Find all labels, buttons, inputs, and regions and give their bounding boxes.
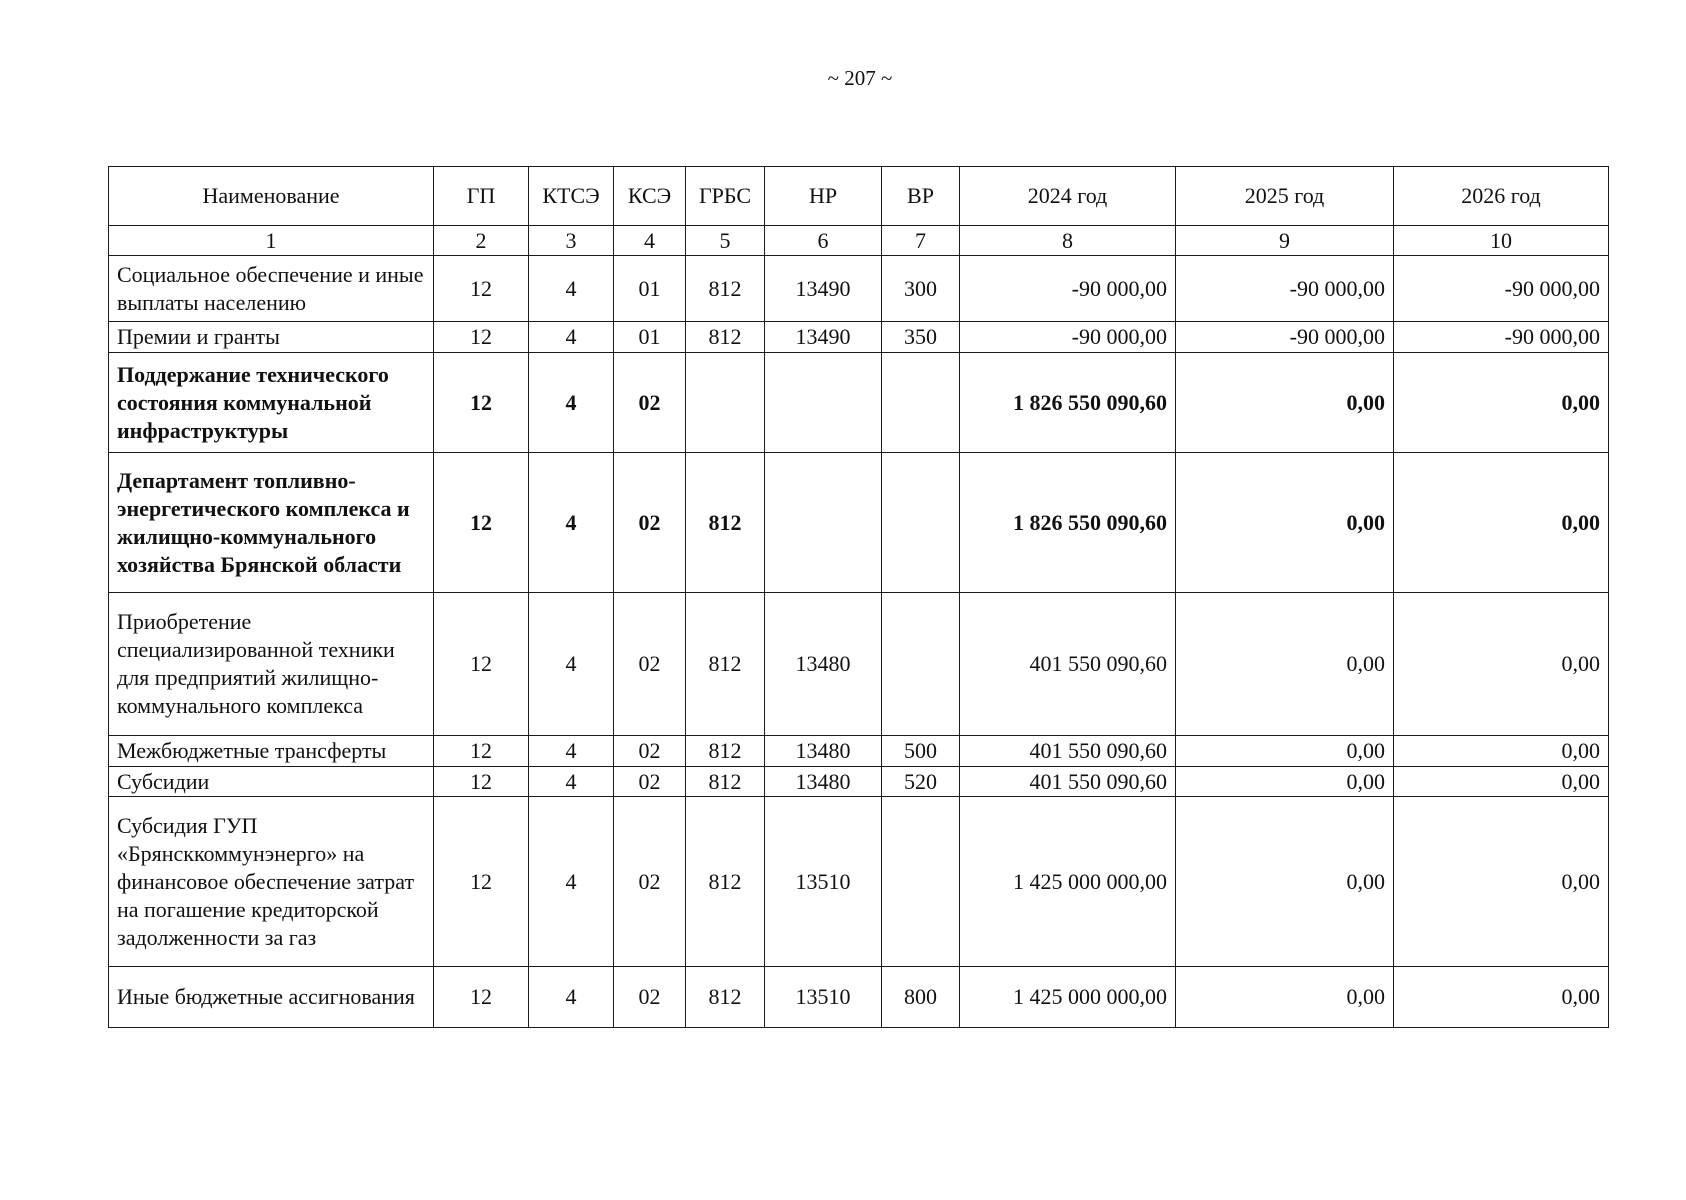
cell-ktse: 4 — [529, 797, 614, 967]
cell-grbs: 812 — [686, 322, 765, 353]
cell-2025: 0,00 — [1176, 736, 1394, 767]
column-index: 7 — [882, 226, 960, 256]
table-row — [109, 353, 1609, 453]
cell-2026: 0,00 — [1394, 353, 1609, 453]
cell-vr — [882, 593, 960, 736]
cell-vr — [882, 797, 960, 967]
page-number: ~ 207 ~ — [827, 66, 893, 90]
column-index: 9 — [1176, 226, 1394, 256]
cell-2024: 1 826 550 090,60 — [960, 353, 1176, 453]
header-2024: 2024 год — [960, 167, 1176, 226]
cell-2024: 1 425 000 000,00 — [960, 797, 1176, 967]
row-name: Иные бюджетные ассигнования — [109, 967, 434, 1028]
row-name: Приобретение специализированной техники для предприятий жилищно-коммунального комплекса — [109, 593, 434, 736]
header-row — [109, 167, 1609, 226]
column-index: 10 — [1394, 226, 1609, 256]
cell-kse: 02 — [614, 453, 686, 593]
cell-2025: 0,00 — [1176, 593, 1394, 736]
cell-2026: 0,00 — [1394, 967, 1609, 1028]
row-name: Поддержание технического состояния коммунальной инфраструктуры — [109, 353, 434, 453]
cell-ktse: 4 — [529, 593, 614, 736]
cell-2025: 0,00 — [1176, 967, 1394, 1028]
cell-nr: 13480 — [765, 767, 882, 797]
cell-2026: 0,00 — [1394, 453, 1609, 593]
cell-kse: 02 — [614, 967, 686, 1028]
cell-gp: 12 — [434, 967, 529, 1028]
cell-kse: 02 — [614, 736, 686, 767]
cell-nr: 13510 — [765, 967, 882, 1028]
cell-2026: 0,00 — [1394, 736, 1609, 767]
cell-gp: 12 — [434, 593, 529, 736]
cell-gp: 12 — [434, 322, 529, 353]
header-ktse: КТСЭ — [529, 167, 614, 226]
cell-gp: 12 — [434, 256, 529, 322]
cell-kse: 02 — [614, 797, 686, 967]
cell-2026: 0,00 — [1394, 797, 1609, 967]
cell-ktse: 4 — [529, 967, 614, 1028]
cell-gp: 12 — [434, 353, 529, 453]
cell-vr: 800 — [882, 967, 960, 1028]
cell-2024: -90 000,00 — [960, 256, 1176, 322]
cell-gp: 12 — [434, 797, 529, 967]
cell-2026: -90 000,00 — [1394, 322, 1609, 353]
cell-ktse: 4 — [529, 767, 614, 797]
cell-nr: 13480 — [765, 593, 882, 736]
cell-2025: -90 000,00 — [1176, 322, 1394, 353]
row-name: Социальное обеспечение и иные выплаты населению — [109, 256, 434, 322]
table-row — [109, 767, 1609, 797]
table-row — [109, 256, 1609, 322]
header-grbs: ГРБС — [686, 167, 765, 226]
column-index: 1 — [109, 226, 434, 256]
row-name: Премии и гранты — [109, 322, 434, 353]
cell-2025: 0,00 — [1176, 797, 1394, 967]
cell-2025: -90 000,00 — [1176, 256, 1394, 322]
cell-2026: 0,00 — [1394, 767, 1609, 797]
cell-gp: 12 — [434, 767, 529, 797]
cell-ktse: 4 — [529, 256, 614, 322]
cell-gp: 12 — [434, 453, 529, 593]
row-name: Субсидия ГУП «Брянсккоммунэнерго» на финансовое обеспечение затрат на погашение кредиторской задолженности за газ — [109, 797, 434, 967]
cell-kse: 02 — [614, 593, 686, 736]
cell-nr — [765, 453, 882, 593]
column-index: 5 — [686, 226, 765, 256]
table-row — [109, 453, 1609, 593]
cell-grbs: 812 — [686, 767, 765, 797]
cell-ktse: 4 — [529, 353, 614, 453]
row-name: Межбюджетные трансферты — [109, 736, 434, 767]
cell-grbs: 812 — [686, 797, 765, 967]
cell-grbs: 812 — [686, 256, 765, 322]
cell-2025: 0,00 — [1176, 767, 1394, 797]
column-index-row — [109, 226, 1609, 256]
table-row — [109, 593, 1609, 736]
row-name: Субсидии — [109, 767, 434, 797]
column-index: 4 — [614, 226, 686, 256]
cell-vr — [882, 453, 960, 593]
header-nr: НР — [765, 167, 882, 226]
cell-nr: 13490 — [765, 256, 882, 322]
cell-kse: 02 — [614, 353, 686, 453]
cell-nr: 13490 — [765, 322, 882, 353]
header-name: Наименование — [109, 167, 434, 226]
cell-ktse: 4 — [529, 736, 614, 767]
row-name: Департамент топливно-энергетического комплекса и жилищно-коммунального хозяйства Брянской области — [109, 453, 434, 593]
table-row — [109, 967, 1609, 1028]
cell-grbs — [686, 353, 765, 453]
table-row — [109, 322, 1609, 353]
cell-nr: 13480 — [765, 736, 882, 767]
cell-2024: 1 425 000 000,00 — [960, 967, 1176, 1028]
cell-2024: 401 550 090,60 — [960, 767, 1176, 797]
header-2026: 2026 год — [1394, 167, 1609, 226]
cell-kse: 02 — [614, 767, 686, 797]
table-row — [109, 736, 1609, 767]
cell-2025: 0,00 — [1176, 353, 1394, 453]
column-index: 6 — [765, 226, 882, 256]
cell-kse: 01 — [614, 256, 686, 322]
cell-2024: 1 826 550 090,60 — [960, 453, 1176, 593]
cell-ktse: 4 — [529, 322, 614, 353]
cell-grbs: 812 — [686, 593, 765, 736]
cell-vr: 500 — [882, 736, 960, 767]
header-2025: 2025 год — [1176, 167, 1394, 226]
cell-2024: -90 000,00 — [960, 322, 1176, 353]
cell-2024: 401 550 090,60 — [960, 736, 1176, 767]
cell-grbs: 812 — [686, 453, 765, 593]
cell-vr: 520 — [882, 767, 960, 797]
column-index: 2 — [434, 226, 529, 256]
header-gp: ГП — [434, 167, 529, 226]
cell-vr: 300 — [882, 256, 960, 322]
table-row — [109, 797, 1609, 967]
cell-vr — [882, 353, 960, 453]
column-index: 8 — [960, 226, 1176, 256]
header-kse: КСЭ — [614, 167, 686, 226]
cell-gp: 12 — [434, 736, 529, 767]
cell-2026: -90 000,00 — [1394, 256, 1609, 322]
cell-ktse: 4 — [529, 453, 614, 593]
cell-vr: 350 — [882, 322, 960, 353]
cell-grbs: 812 — [686, 736, 765, 767]
budget-table — [108, 166, 1609, 1028]
cell-kse: 01 — [614, 322, 686, 353]
cell-grbs: 812 — [686, 967, 765, 1028]
header-vr: ВР — [882, 167, 960, 226]
cell-2025: 0,00 — [1176, 453, 1394, 593]
cell-2024: 401 550 090,60 — [960, 593, 1176, 736]
cell-nr: 13510 — [765, 797, 882, 967]
cell-2026: 0,00 — [1394, 593, 1609, 736]
column-index: 3 — [529, 226, 614, 256]
cell-nr — [765, 353, 882, 453]
